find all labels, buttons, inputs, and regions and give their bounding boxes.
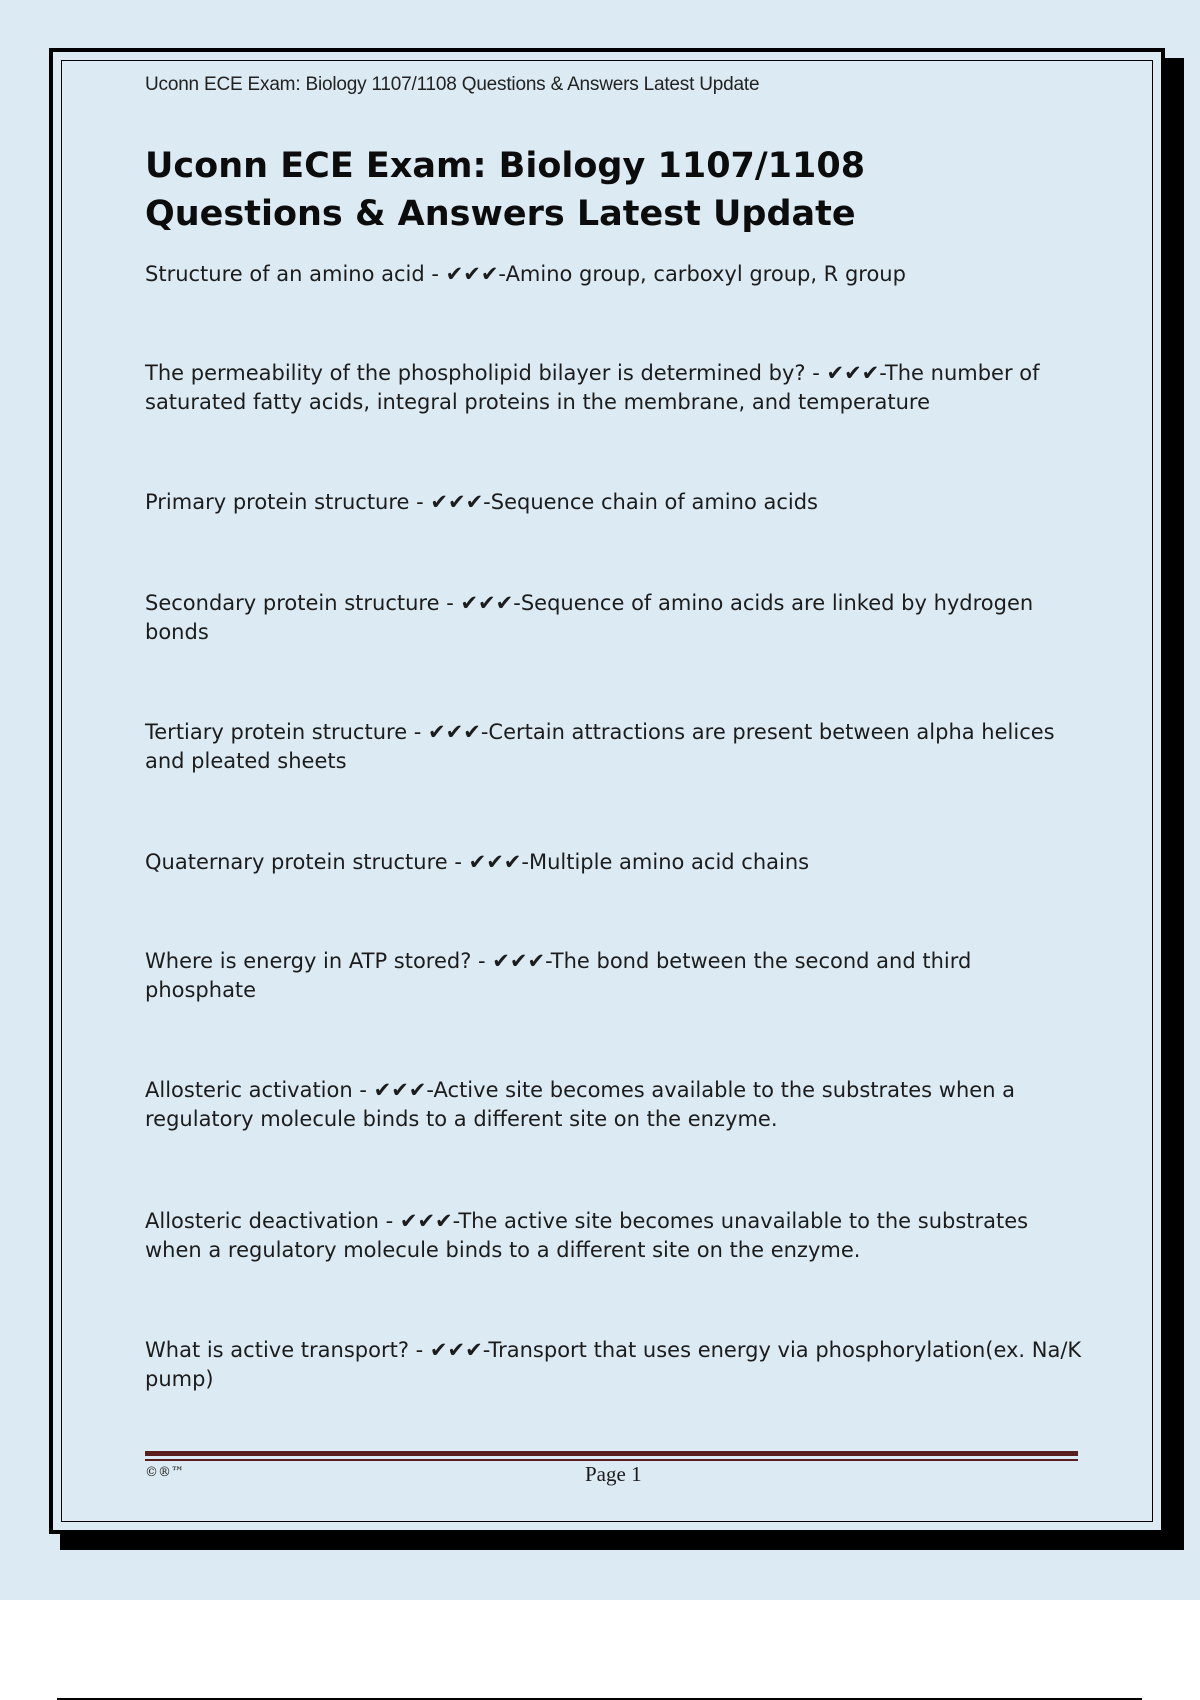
qa-answer: The number of saturated fatty acids, integral proteins in the membrane, and temperature: [145, 361, 1040, 414]
footer-divider-thick: [145, 1451, 1078, 1456]
qa-item: [145, 488, 1085, 517]
qa-answer: Amino group, carboxyl group, R group: [505, 262, 906, 286]
document-title: [145, 142, 1085, 238]
qa-answer: The bond between the second and third phosphate: [145, 949, 972, 1002]
qa-check-separator: - ✔✔✔-: [439, 591, 521, 615]
qa-question: Structure of an amino acid: [145, 262, 425, 286]
qa-question: Secondary protein structure: [145, 591, 440, 615]
next-page-top-rule: [57, 1698, 1142, 1700]
qa-question: The permeability of the phospholipid bilayer is determined by?: [145, 361, 806, 385]
qa-item: [145, 1076, 1085, 1134]
qa-item: [145, 260, 1085, 289]
qa-answer: Sequence of amino acids are linked by hydrogen bonds: [145, 591, 1034, 644]
qa-check-separator: - ✔✔✔-: [805, 361, 885, 385]
qa-answer: The active site becomes unavailable to the substrates when a regulatory molecule binds to a different site on the enzyme.: [145, 1209, 1029, 1262]
qa-item: [145, 718, 1085, 776]
footer-divider-thin: [145, 1459, 1078, 1461]
qa-item: [145, 589, 1085, 647]
qa-check-separator: - ✔✔✔-: [352, 1078, 434, 1102]
qa-answer: Sequence chain of amino acids: [490, 490, 818, 514]
qa-item: [145, 848, 1085, 877]
qa-check-separator: - ✔✔✔-: [409, 490, 491, 514]
qa-question: Allosteric activation: [145, 1078, 353, 1102]
qa-answer: Multiple amino acid chains: [528, 850, 810, 874]
qa-check-separator: - ✔✔✔-: [409, 1338, 489, 1362]
running-header: Uconn ECE Exam: Biology 1107/1108 Questions & Answers Latest Update: [145, 74, 760, 95]
footer-trademark-symbols: ©®™: [145, 1465, 184, 1480]
qa-check-separator: - ✔✔✔-: [378, 1209, 459, 1233]
qa-answer: Transport that uses energy via phosphorylation(ex. Na/K pump): [145, 1338, 1082, 1391]
qa-question: Where is energy in ATP stored?: [145, 949, 472, 973]
title-line-2: Questions & Answers Latest Update: [145, 194, 856, 234]
qa-item: [145, 1336, 1085, 1394]
qa-answer: Certain attractions are present between alpha helices and pleated sheets: [145, 720, 1055, 773]
title-line-1: Uconn ECE Exam: Biology 1107/1108: [145, 146, 866, 186]
page-number: Page 1: [585, 1462, 642, 1486]
qa-check-separator: - ✔✔✔-: [424, 262, 506, 286]
qa-check-separator: - ✔✔✔-: [447, 850, 529, 874]
qa-check-separator: - ✔✔✔-: [471, 949, 551, 973]
qa-item: [145, 947, 1085, 1005]
qa-question: Primary protein structure: [145, 490, 410, 514]
qa-answer: Active site becomes available to the substrates when a regulatory molecule binds to a different site on the enzyme.: [145, 1078, 1016, 1131]
qa-question: What is active transport?: [145, 1338, 409, 1362]
qa-item: [145, 1207, 1085, 1265]
qa-question: Quaternary protein structure: [145, 850, 448, 874]
qa-item: [145, 359, 1085, 417]
qa-question: Allosteric deactivation: [145, 1209, 379, 1233]
qa-question: Tertiary protein structure: [145, 720, 408, 744]
qa-check-separator: - ✔✔✔-: [407, 720, 489, 744]
